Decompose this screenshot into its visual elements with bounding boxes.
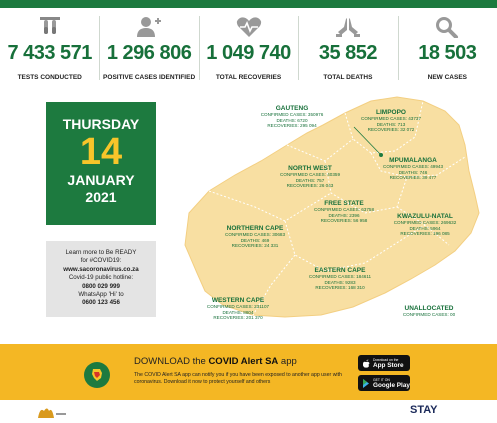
province-free-state: FREE STATE CONFIRMED CASES: 63758 DEATHS: 2396 RECOVERIES: 56 958 (314, 200, 374, 224)
province-northern-cape: NORTHERN CAPE CONFIRMED CASES: 30683 DEATHS: 469 RECOVERIES: 24 331 (225, 225, 285, 249)
stat-value: 1 296 806 (106, 42, 192, 64)
app-store-text: App Store (373, 361, 404, 369)
africa-map-icon (89, 367, 105, 383)
stay-safe-logo: STAY (410, 404, 438, 416)
government-coat-of-arms-logo (36, 405, 66, 418)
praying-hands-icon (335, 12, 361, 42)
covid-alert-app-logo (84, 362, 110, 388)
google-play-small-text: GET IT ON (373, 377, 390, 382)
magnifier-icon (435, 12, 459, 42)
add-person-icon (136, 12, 162, 42)
province-limpopo: LIMPOPO CONFIRMED CASES: 43737 DEATHS: 713 RECOVERIES: 32 072 (361, 109, 421, 133)
stat-tests (0, 8, 99, 88)
stat-label: TESTS CONDUCTED (17, 74, 82, 81)
stat-label: TOTAL RECOVERIES (215, 74, 282, 81)
info-box (46, 241, 156, 317)
whatsapp-number[interactable]: 0600 123 456 (82, 299, 120, 307)
province-north-west: NORTH WEST CONFIRMED CASES: 40359 DEATHS: 757 RECOVERIES: 26 043 (280, 165, 340, 189)
info-line: for #COVID19: (80, 257, 122, 265)
province-mpumalanga: MPUMALANGA CONFIRMED CASES: 49943 DEATHS: 746 RECOVERIES: 39 477 (383, 157, 443, 181)
stat-value: 18 503 (418, 42, 477, 64)
stat-label: TOTAL DEATHS (323, 74, 373, 81)
date-number: 14 (79, 131, 123, 173)
province-gauteng: GAUTENG CONFIRMED CASES: 350976 DEATHS: 6720 RECOVERIES: 295 094 (260, 105, 324, 129)
website-link[interactable]: www.sacoronavirus.co.za (63, 265, 139, 273)
stat-label: NEW CASES (427, 74, 468, 81)
hotline-number[interactable]: 0800 029 999 (82, 282, 120, 290)
south-africa-map (175, 95, 490, 320)
province-eastern-cape: EASTERN CAPE CONFIRMED CASES: 184611 DEATHS: 9283 RECOVERIES: 168 310 (308, 267, 372, 291)
test-tubes-icon (38, 12, 62, 42)
stats-row (0, 8, 497, 88)
top-bar (0, 0, 497, 8)
download-description: The COVID Alert SA app can notify you if you have been exposed to another app user with coronavirus. Download it now to protect yourself and others (134, 372, 342, 385)
google-play-icon (362, 379, 370, 388)
stat-new-cases (398, 8, 497, 88)
apple-icon (362, 359, 370, 368)
stat-deaths (298, 8, 397, 88)
stat-recoveries (199, 8, 298, 88)
province-western-cape: WESTERN CAPE CONFIRMED CASES: 231107 DEATHS: 8804 RECOVERIES: 201 370 (206, 297, 270, 321)
info-line: Covid-19 public hotline: (68, 274, 134, 282)
date-month: JANUARY (67, 172, 135, 188)
stat-value: 7 433 571 (7, 42, 92, 64)
heart-pulse-icon (236, 12, 262, 42)
province-unallocated: UNALLOCATED CONFIRMED CASES: 00 (402, 305, 456, 317)
google-play-button[interactable] (358, 375, 410, 391)
download-heading: DOWNLOAD the COVID Alert SA app (134, 356, 297, 367)
province-kwazulu-natal: KWAZULU-NATAL CONFIRMED CASES: 269632 DEATHS: 5964 RECOVERIES: 196 085 (393, 213, 457, 237)
app-store-button[interactable] (358, 355, 410, 371)
google-play-text: Google Play (373, 381, 410, 389)
info-line: Learn more to Be READY (65, 249, 137, 256)
stat-positive-cases (99, 8, 198, 88)
info-line: WhatsApp 'Hi' to (78, 291, 124, 299)
app-store-small-text: Download on the (373, 357, 399, 362)
date-box (46, 102, 156, 225)
stat-label: POSITIVE CASES IDENTIFIED (103, 74, 196, 81)
date-day: THURSDAY (62, 116, 140, 132)
stat-value: 35 852 (318, 42, 377, 64)
stat-value: 1 049 740 (206, 42, 291, 64)
date-year: 2021 (85, 189, 117, 205)
